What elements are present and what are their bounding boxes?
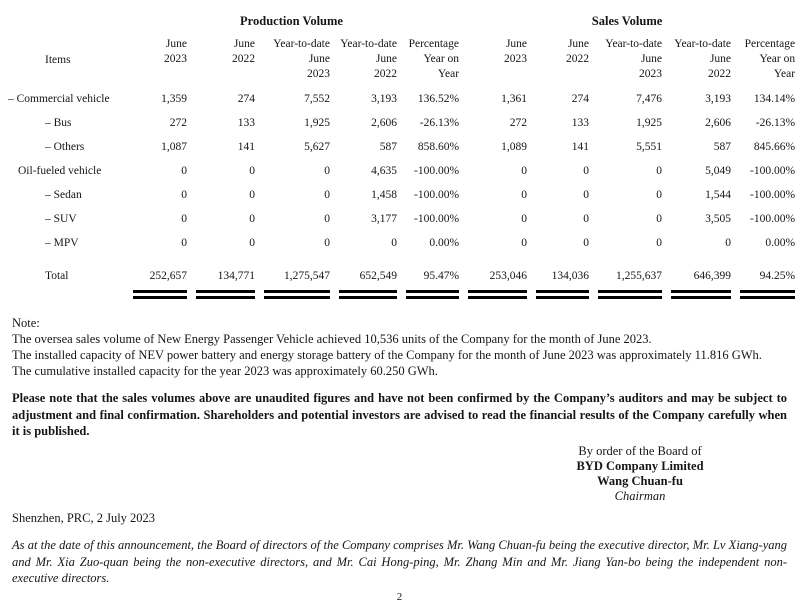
- table-cell: 0: [656, 189, 663, 201]
- rule-cell: [397, 288, 459, 304]
- table-cell: 0: [725, 237, 732, 249]
- total-cell: 253,046: [489, 270, 528, 282]
- column-header: [527, 37, 589, 87]
- spacer-cell: [0, 288, 124, 304]
- chairman-name: Wang Chuan-fu: [597, 473, 683, 488]
- note-line: The oversea sales volume of New Energy Passenger Vehicle achieved 10,536 units of the Company for the month of June 2023.: [12, 332, 652, 346]
- total-double-rule: [406, 290, 459, 299]
- row-label: – MPV: [45, 237, 79, 249]
- column-header: [589, 37, 662, 87]
- table-cell: 1,458: [371, 189, 397, 201]
- table-cell: -26.13%: [419, 117, 460, 129]
- spacer-cell: [0, 14, 124, 37]
- column-header-line: Percentage: [744, 38, 796, 50]
- rule-cell: [589, 288, 662, 304]
- total-row: [0, 264, 795, 288]
- column-header-line: 2023: [504, 53, 528, 65]
- spacer-row: [0, 255, 795, 264]
- table-cell: 0: [583, 165, 590, 177]
- table-cell: 0: [521, 237, 528, 249]
- table-cell: 1,361: [501, 93, 528, 105]
- column-header-line: 2023: [307, 68, 330, 80]
- column-header: [397, 37, 459, 87]
- total-double-rule: [671, 290, 731, 299]
- row-label: – Others: [45, 141, 85, 153]
- column-header-line: Year-to-date: [674, 38, 732, 50]
- table-cell: 0: [181, 165, 187, 177]
- table-cell: 1,544: [705, 189, 732, 201]
- table-cell: 5,551: [636, 141, 663, 153]
- table-cell: -26.13%: [755, 117, 796, 129]
- table-cell: 2,606: [705, 117, 732, 129]
- company-name: BYD Company Limited: [576, 458, 704, 473]
- total-double-rule: [536, 290, 589, 299]
- rule-cell: [255, 288, 330, 304]
- total-cell: 252,657: [149, 270, 187, 282]
- column-header-line: Year on: [759, 53, 796, 65]
- table-cell: 0: [249, 189, 255, 201]
- table-cell: 5,049: [705, 165, 732, 177]
- total-rule-row: [0, 288, 795, 304]
- column-header: [124, 37, 187, 87]
- rule-cell: [187, 288, 255, 304]
- table-cell: 7,552: [304, 93, 330, 105]
- table-cell: 1,087: [161, 141, 187, 153]
- total-double-rule: [468, 290, 527, 299]
- row-label: Oil-fueled vehicle: [18, 165, 102, 177]
- column-header-line: 2022: [374, 68, 397, 80]
- table-cell: 0: [391, 237, 397, 249]
- column-header-line: [187, 67, 255, 82]
- table-cell: 1,359: [161, 93, 187, 105]
- rule-cell: [731, 288, 795, 304]
- total-cell: 646,399: [693, 270, 732, 282]
- table-cell: 0: [181, 237, 187, 249]
- table-cell: 0: [583, 189, 590, 201]
- total-double-rule: [339, 290, 397, 299]
- table-cell: 0: [181, 213, 187, 225]
- chairman-title: Chairman: [614, 489, 666, 504]
- table-row: [0, 111, 795, 135]
- table-cell: 0: [324, 189, 330, 201]
- rule-cell: [662, 288, 731, 304]
- table-cell: -100.00%: [413, 189, 460, 201]
- table-cell: 141: [237, 141, 255, 153]
- row-label: – Sedan: [45, 189, 82, 201]
- column-header-line: [124, 67, 187, 82]
- table-cell: 0: [324, 165, 330, 177]
- column-header-line: 2023: [639, 68, 663, 80]
- by-order-line: By order of the Board of: [578, 443, 702, 458]
- column-header-line: Percentage: [408, 38, 460, 50]
- total-double-rule: [264, 290, 330, 299]
- column-header-line: June: [308, 53, 330, 65]
- total-double-rule: [740, 290, 795, 299]
- table-row: [0, 207, 795, 231]
- table-row: [0, 135, 795, 159]
- column-header-line: June: [165, 38, 187, 50]
- column-header-line: June: [375, 53, 397, 65]
- column-header-line: Year on: [423, 53, 460, 65]
- table-cell: 0: [521, 189, 528, 201]
- column-header-line: Year: [437, 68, 460, 80]
- directors-paragraph: As at the date of this announcement, the Board of directors of the Company comprises Mr. Wang Chuan-fu being the executive director, Mr. Lv Xiang-yang and Mr. Xia Zuo-quan being the non-executive directors, and Mr. Cai Hong-ping, Mr. Zhang Min and Mr. Jiang Yan-bo being the independent non-executive directors.: [12, 538, 787, 586]
- column-header-line: 2022: [708, 68, 732, 80]
- total-double-rule: [196, 290, 255, 299]
- table-row: [0, 183, 795, 207]
- table-cell: 1,089: [501, 141, 528, 153]
- table-cell: 0: [656, 237, 663, 249]
- rule-cell: [459, 288, 527, 304]
- dateline: Shenzhen, PRC, 2 July 2023: [12, 511, 156, 526]
- table-cell: -100.00%: [750, 189, 796, 201]
- page-number: 2: [396, 590, 403, 603]
- table-cell: 1,925: [304, 117, 330, 129]
- table-row: [0, 231, 795, 255]
- table-cell: 7,476: [636, 93, 663, 105]
- column-header: [187, 37, 255, 87]
- table-cell: 5,627: [304, 141, 330, 153]
- table-cell: 0.00%: [765, 237, 796, 249]
- table-cell: 4,635: [371, 165, 397, 177]
- column-header-line: June: [505, 38, 528, 50]
- sales-volume-header: Sales Volume: [591, 14, 663, 28]
- table-cell: 587: [379, 141, 397, 153]
- table-cell: -100.00%: [413, 213, 460, 225]
- row-label: – Bus: [45, 117, 72, 129]
- rule-cell: [124, 288, 187, 304]
- total-cell: 95.47%: [423, 270, 460, 282]
- row-label: – Commercial vehicle: [8, 93, 110, 105]
- column-header-line: June: [640, 53, 663, 65]
- announcement-page: [0, 14, 800, 603]
- table-cell: 858.60%: [417, 141, 460, 153]
- table-cell: 0: [249, 165, 255, 177]
- table-cell: 3,177: [371, 213, 397, 225]
- table-cell: 1,925: [636, 117, 663, 129]
- total-cell: 134,036: [551, 270, 590, 282]
- table-cell: 0: [181, 189, 187, 201]
- table-cell: 272: [509, 117, 528, 129]
- table-cell: 0: [521, 213, 528, 225]
- total-double-rule: [598, 290, 662, 299]
- table-cell: 3,193: [371, 93, 397, 105]
- table-cell: 0: [583, 213, 590, 225]
- column-header-line: Year: [773, 68, 796, 80]
- table-cell: 2,606: [371, 117, 397, 129]
- table-cell: 133: [571, 117, 590, 129]
- table-cell: 3,505: [705, 213, 732, 225]
- table-cell: 0: [656, 213, 663, 225]
- column-header: [330, 37, 397, 87]
- table-cell: 0: [324, 213, 330, 225]
- rule-cell: [527, 288, 589, 304]
- rule-cell: [330, 288, 397, 304]
- signature-block: [510, 444, 770, 505]
- table-cell: 0: [249, 237, 255, 249]
- table-cell: 0: [249, 213, 255, 225]
- column-header: [459, 37, 527, 87]
- production-sales-table: [0, 14, 795, 304]
- table-cell: 272: [169, 117, 187, 129]
- spacer-cell: [0, 255, 795, 264]
- table-cell: -100.00%: [413, 165, 460, 177]
- production-volume-header: Production Volume: [240, 14, 343, 28]
- table-cell: 0.00%: [429, 237, 460, 249]
- table-cell: 133: [237, 117, 255, 129]
- table-cell: -100.00%: [750, 165, 796, 177]
- column-header-line: [527, 67, 589, 82]
- note-line: The installed capacity of NEV power battery and energy storage battery of the Company for the month of June 2023 was approximately 11.816 GWh.: [12, 348, 762, 362]
- total-cell: 1,275,547: [284, 270, 330, 282]
- table-row: [0, 87, 795, 111]
- table-cell: 136.52%: [417, 93, 460, 105]
- total-cell: 134,771: [217, 270, 255, 282]
- table-cell: 274: [237, 93, 255, 105]
- total-cell: 1,255,637: [616, 270, 663, 282]
- column-header-line: [459, 67, 527, 82]
- group-header-row: [0, 14, 795, 37]
- total-cell: 94.25%: [759, 270, 796, 282]
- table-cell: 134.14%: [753, 93, 796, 105]
- table-cell: 141: [571, 141, 590, 153]
- table-cell: 845.66%: [753, 141, 796, 153]
- column-header-line: Year-to-date: [273, 38, 330, 50]
- column-header-line: 2022: [232, 53, 255, 65]
- column-header-line: June: [567, 38, 590, 50]
- column-header-line: 2022: [566, 53, 590, 65]
- column-header-row: [0, 37, 795, 87]
- table-row: [0, 159, 795, 183]
- table-cell: 0: [656, 165, 663, 177]
- note-line: The cumulative installed capacity for the year 2023 was approximately 60.250 GWh.: [12, 364, 438, 378]
- column-header-line: Year-to-date: [605, 38, 663, 50]
- total-double-rule: [133, 290, 187, 299]
- table-cell: -100.00%: [750, 213, 796, 225]
- note-heading: Note:: [12, 316, 40, 330]
- column-header: [731, 37, 795, 87]
- table-cell: 274: [571, 93, 590, 105]
- table-cell: 3,193: [705, 93, 732, 105]
- total-cell: 652,549: [359, 270, 397, 282]
- column-header-line: June: [709, 53, 732, 65]
- table-cell: 0: [521, 165, 528, 177]
- table-cell: 587: [713, 141, 732, 153]
- row-label: – SUV: [45, 213, 77, 225]
- column-header: [662, 37, 731, 87]
- column-header: [255, 37, 330, 87]
- disclaimer-paragraph: Please note that the sales volumes above are unaudited figures and have not been confirmed by the Company’s auditors and may be subject to adjustment and final confirmation. Shareholders and potential investors are advised to read the financial results of the Company carefully when it is published.: [12, 391, 787, 438]
- total-label: Total: [45, 270, 69, 282]
- column-header-line: June: [233, 38, 255, 50]
- items-column-header: Items: [45, 53, 71, 66]
- column-header-line: 2023: [164, 53, 187, 65]
- table-cell: 0: [324, 237, 330, 249]
- table-cell: 0: [583, 237, 590, 249]
- column-header-line: Year-to-date: [340, 38, 397, 50]
